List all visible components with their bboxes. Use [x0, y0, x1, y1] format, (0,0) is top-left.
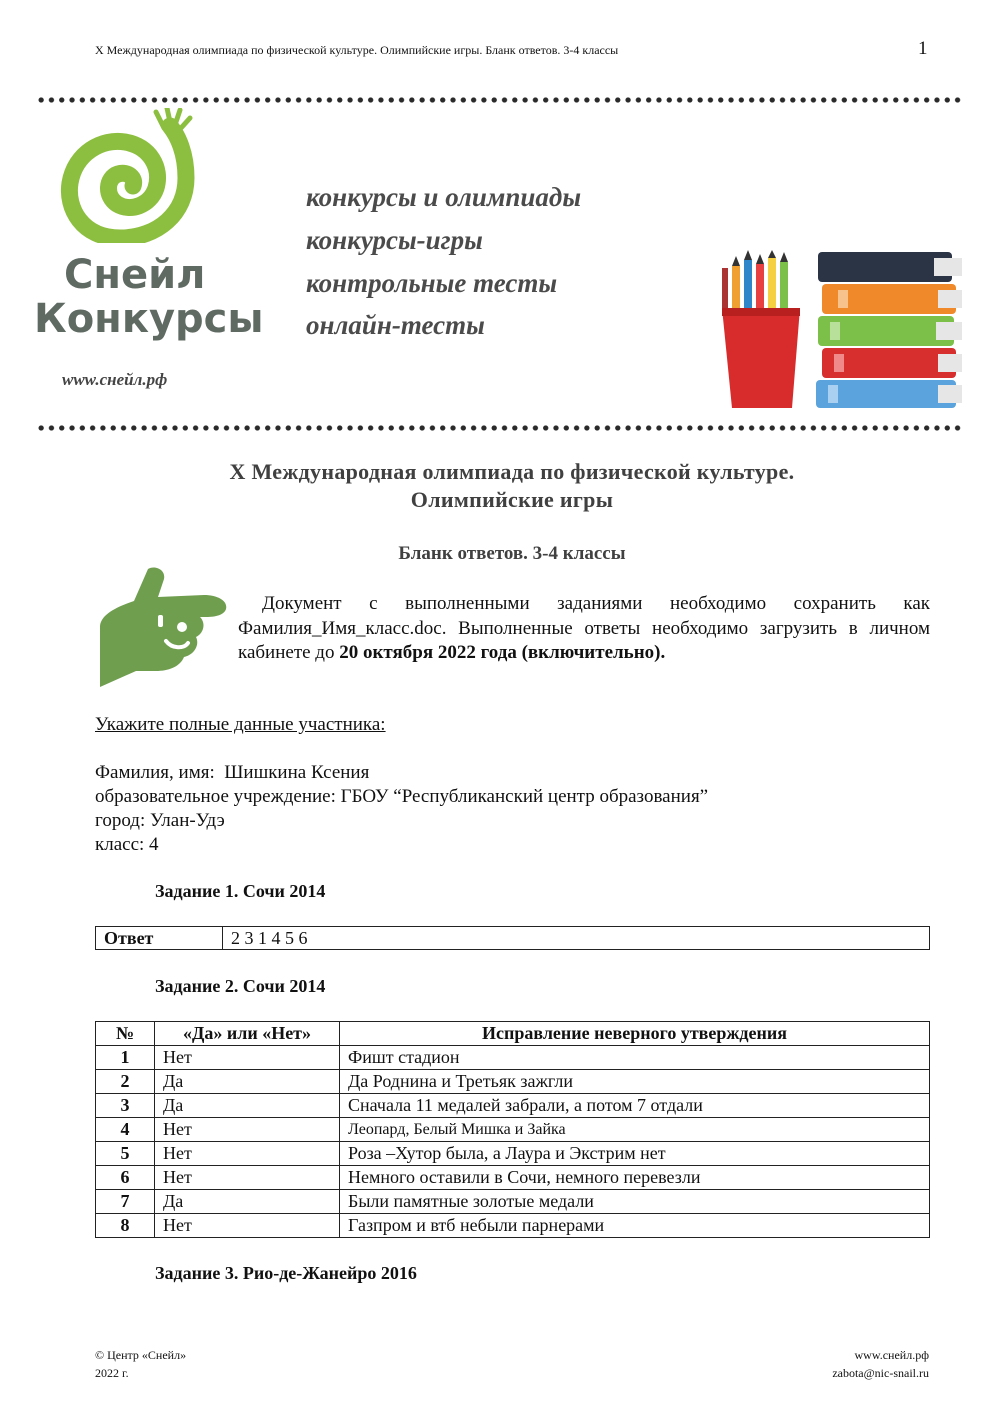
- table-row: [96, 1046, 930, 1070]
- logo-line2: Конкурсы: [34, 296, 264, 342]
- row-number: 7: [96, 1190, 155, 1214]
- city-label: город:: [95, 810, 146, 831]
- notice-text: Документ с выполненными заданиями необходимо сохранить как Фамилия_Имя_класс.doc. Выполненные ответы необходимо загрузить в личном кабинете до: [238, 593, 930, 663]
- school-label: образовательное учреждение:: [95, 786, 336, 807]
- row-number: 6: [96, 1166, 155, 1190]
- row-correction[interactable]: Роза –Хутор была, а Лаура и Экстрим нет: [340, 1142, 930, 1166]
- dotted-divider-top: [36, 97, 964, 103]
- footer-email-link[interactable]: zabota@nic-snail.ru: [832, 1366, 929, 1380]
- row-number: 1: [96, 1046, 155, 1070]
- tagline-1: конкурсы и олимпиады: [306, 182, 582, 212]
- participant-city-row: [95, 810, 225, 832]
- pointing-hand-icon: [96, 567, 231, 689]
- table-row: [96, 1070, 930, 1094]
- participant-heading: Укажите полные данные участника:: [95, 714, 386, 735]
- row-yesno[interactable]: Нет: [155, 1046, 340, 1070]
- task1-answer-table: [95, 926, 930, 950]
- table-row: [96, 1142, 930, 1166]
- participant-school-row: [95, 786, 708, 808]
- row-yesno[interactable]: Нет: [155, 1118, 340, 1142]
- snail-logo-icon: [60, 108, 195, 243]
- task2-header-yesno: «Да» или «Нет»: [155, 1022, 340, 1046]
- task1-answer-label: Ответ: [96, 927, 223, 950]
- tagline-2: конкурсы-игры: [306, 225, 483, 255]
- pencil-cup-icon: [718, 250, 806, 410]
- row-yesno[interactable]: Нет: [155, 1166, 340, 1190]
- dotted-divider-bottom: [36, 425, 964, 431]
- school-value[interactable]: ГБОУ “Республиканский центр образования”: [340, 786, 709, 807]
- page-number: 1: [918, 38, 928, 59]
- logo-line1: Снейл: [64, 252, 206, 298]
- table-row: [96, 1118, 930, 1142]
- notice-deadline: 20 октября 2022 года (включительно).: [339, 642, 666, 663]
- document-title-line2: Олимпийские игры: [410, 487, 614, 512]
- task2-table: [95, 1021, 930, 1238]
- participant-grade-row: [95, 834, 159, 856]
- task1-answer-value[interactable]: 2 3 1 4 5 6: [223, 927, 930, 950]
- table-row: [96, 1166, 930, 1190]
- running-header: X Международная олимпиада по физической культуре. Олимпийские игры. Бланк ответов. 3-4 классы: [95, 43, 619, 57]
- footer-left: [95, 1346, 186, 1382]
- footer-site-link[interactable]: www.снейл.рф: [854, 1348, 929, 1362]
- task3-title: Задание 3. Рио-де-Жанейро 2016: [155, 1263, 417, 1283]
- row-correction[interactable]: Леопард, Белый Мишка и Зайка: [340, 1118, 930, 1142]
- task2-header-correction: Исправление неверного утверждения: [340, 1022, 930, 1046]
- row-yesno[interactable]: Нет: [155, 1214, 340, 1238]
- task2-title: Задание 2. Сочи 2014: [155, 976, 326, 996]
- name-value[interactable]: Шишкина Ксения: [224, 762, 370, 783]
- tagline-4: онлайн-тесты: [306, 310, 485, 340]
- footer-year: 2022 г.: [95, 1366, 129, 1380]
- row-correction[interactable]: Немного оставили в Сочи, немного перевезли: [340, 1166, 930, 1190]
- city-value[interactable]: Улан-Удэ: [149, 810, 225, 831]
- row-yesno[interactable]: Да: [155, 1190, 340, 1214]
- footer-copyright: © Центр «Снейл»: [95, 1348, 187, 1362]
- row-number: 8: [96, 1214, 155, 1238]
- row-yesno[interactable]: Да: [155, 1070, 340, 1094]
- task2-header-number: №: [96, 1022, 155, 1046]
- row-correction[interactable]: Газпром и втб небыли парнерами: [340, 1214, 930, 1238]
- task1-title: Задание 1. Сочи 2014: [155, 881, 326, 901]
- table-row: [96, 1214, 930, 1238]
- grade-label: класс:: [95, 834, 145, 855]
- row-correction[interactable]: Были памятные золотые медали: [340, 1190, 930, 1214]
- row-number: 5: [96, 1142, 155, 1166]
- row-correction[interactable]: Сначала 11 медалей забрали, а потом 7 отдали: [340, 1094, 930, 1118]
- book-stack-icon: [814, 250, 964, 410]
- row-number: 4: [96, 1118, 155, 1142]
- row-correction[interactable]: Фишт стадион: [340, 1046, 930, 1070]
- document-subtitle: Бланк ответов. 3-4 классы: [398, 543, 626, 564]
- row-yesno[interactable]: Да: [155, 1094, 340, 1118]
- table-row: [96, 1094, 930, 1118]
- tagline-3: контрольные тесты: [306, 268, 558, 298]
- row-number: 3: [96, 1094, 155, 1118]
- row-correction[interactable]: Да Роднина и Третьяк зажгли: [340, 1070, 930, 1094]
- name-label: Фамилия, имя:: [95, 762, 215, 783]
- document-title: X Международная олимпиада по физической культуре.: [229, 459, 795, 484]
- instructions-notice: [238, 592, 930, 666]
- row-number: 2: [96, 1070, 155, 1094]
- logo-site-link[interactable]: www.снейл.рф: [62, 370, 168, 389]
- row-yesno[interactable]: Нет: [155, 1142, 340, 1166]
- table-row: [96, 1190, 930, 1214]
- footer-right: [832, 1346, 929, 1382]
- grade-value[interactable]: 4: [149, 834, 159, 855]
- participant-name-row: [95, 762, 369, 784]
